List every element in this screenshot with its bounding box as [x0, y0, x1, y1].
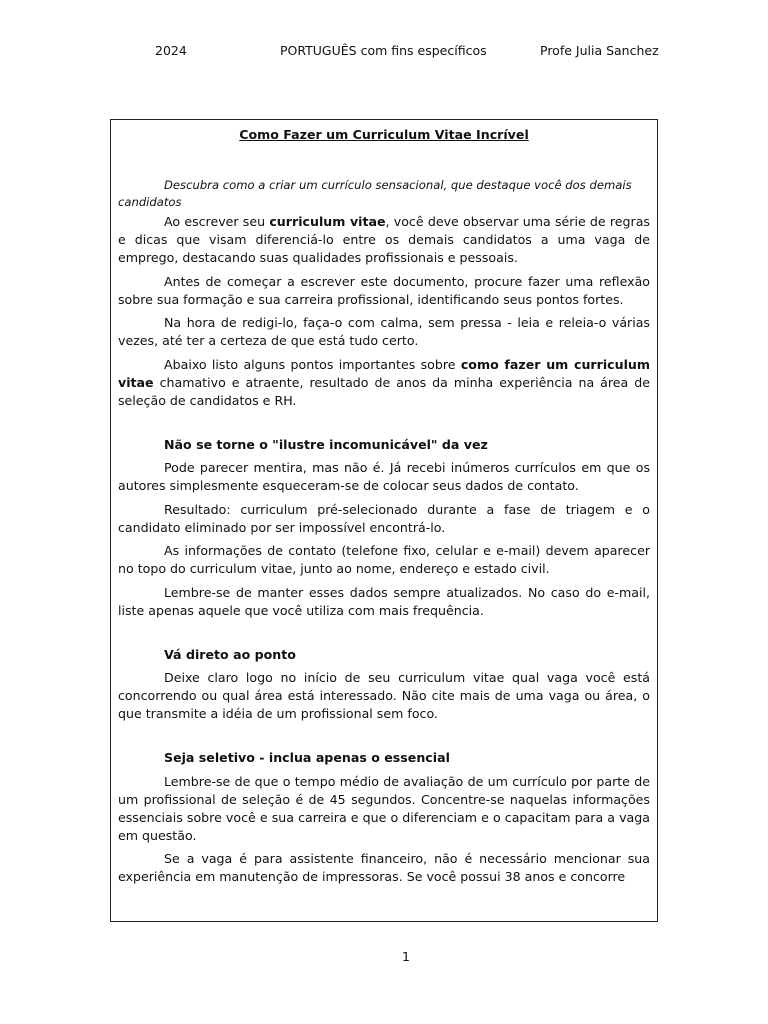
- document-title: Como Fazer um Curriculum Vitae Incrível: [239, 127, 529, 142]
- text-run: Abaixo listo alguns pontos importantes sobre: [164, 356, 461, 372]
- text-run: Lembre-se de que o tempo médio de avaliação de um currículo por parte de um profissional de seleção é de 45 segundos. Concentre-se naquelas informações essenciais sobre você e sua carreira e que o diferenciam e o capacitam para a vaga em questão.: [118, 773, 650, 843]
- text-run: Deixe claro logo no início de seu curriculum vitae qual vaga você está concorrendo ou qual área está interessado. Não cite mais de uma vaga ou área, o que transmite a idéia de um profissional sem foco.: [118, 670, 650, 721]
- bold-text: como fazer um curriculum vitae: [118, 356, 651, 390]
- page-number: 1: [402, 949, 410, 964]
- section-heading: Seja seletivo - inclua apenas o essencial: [164, 750, 450, 765]
- paragraph: [118, 501, 650, 537]
- intro-section: [118, 213, 650, 410]
- section-heading: Vá direto ao ponto: [164, 646, 296, 662]
- header-teacher: Profe Julia Sanchez: [540, 43, 659, 58]
- text-run: Na hora de redigi-lo, faça-o com calma, sem pressa - leia e releia-o várias vezes, até ter a certeza de que está tudo certo.: [118, 315, 650, 348]
- text-run: Pode parecer mentira, mas não é. Já recebi inúmeros currículos em que os autores simplesmente esqueceram-se de colocar seus dados de contato.: [118, 460, 650, 493]
- bold-text: curriculum vitae: [269, 214, 386, 229]
- paragraph: [118, 213, 650, 267]
- text-run: Antes de começar a escrever este documento, procure fazer uma reflexão sobre sua formação e sua carreira profissional, identificando seus pontos fortes.: [118, 273, 650, 307]
- paragraph: [118, 356, 650, 410]
- sections-container: [118, 436, 650, 887]
- text-run: , você deve observar uma série de regras e dicas que visam diferenciá-lo entre os demais candidatos a uma vaga de emprego, destacando suas qualidades profissionais e pessoais.: [118, 214, 650, 265]
- paragraph: [118, 773, 650, 845]
- paragraph: [118, 273, 650, 309]
- text-run: Lembre-se de manter esses dados sempre atualizados. No caso do e-mail, liste apenas aquele que você utiliza com mais frequência.: [118, 584, 650, 618]
- text-run: Resultado: curriculum pré-selecionado durante a fase de triagem e o candidato eliminado por ser impossível encontrá-lo.: [118, 501, 650, 535]
- text-run: As informações de contato (telefone fixo, celular e e-mail) devem aparecer no topo do curriculum vitae, junto ao nome, endereço e estado civil.: [118, 543, 650, 576]
- text-run: chamativo e atraente, resultado de anos da minha experiência na área de seleção de candidatos e RH.: [118, 374, 650, 408]
- paragraph: [118, 314, 650, 350]
- text-run: Se a vaga é para assistente financeiro, não é necessário mencionar sua experiência em manutenção de impressoras. Se você possui 38 anos e concorre: [118, 851, 650, 884]
- paragraph: [118, 584, 650, 620]
- paragraph: [118, 459, 650, 495]
- paragraph: [118, 850, 650, 886]
- paragraph: [118, 669, 650, 723]
- header-year: 2024: [155, 43, 187, 58]
- section-heading: Não se torne o "ilustre incomunicável" da vez: [164, 436, 488, 452]
- text-run: Ao escrever seu: [164, 214, 270, 229]
- header-subject: PORTUGUÊS com fins específicos: [280, 43, 487, 58]
- content-box: [110, 119, 658, 922]
- paragraph: [118, 542, 650, 578]
- document-subtitle: Descubra como a criar um currículo sensacional, que destaque você dos demais candidatos: [118, 178, 632, 209]
